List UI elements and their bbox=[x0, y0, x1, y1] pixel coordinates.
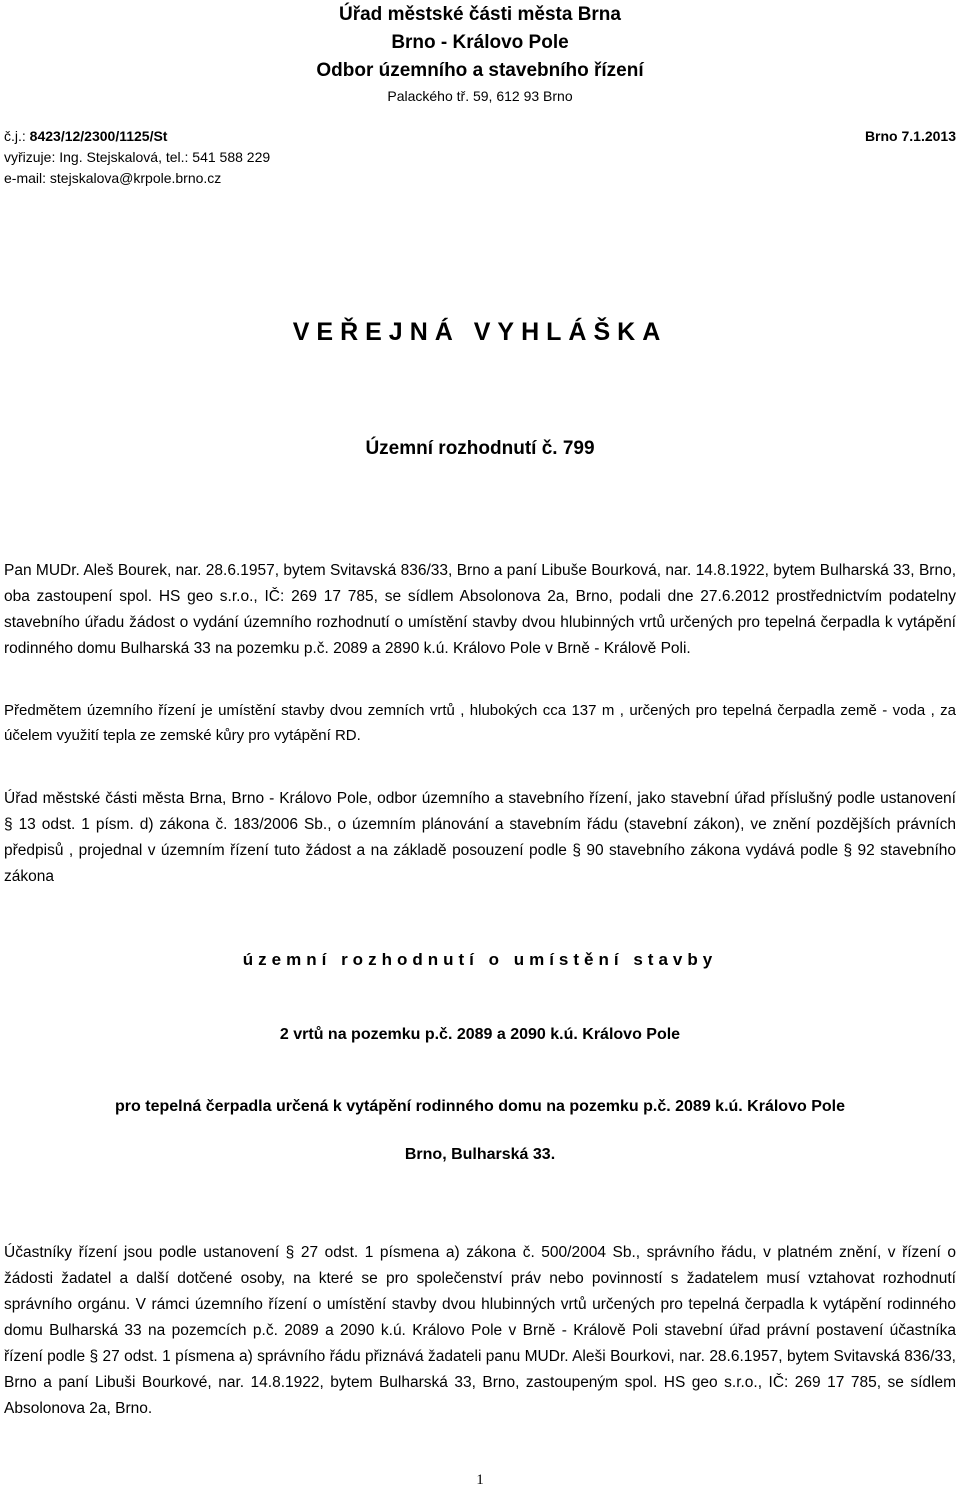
office-name: Úřad městské části města Brna bbox=[339, 4, 621, 25]
paragraph-application: Pan MUDr. Aleš Bourek, nar. 28.6.1957, bytem Svitavská 836/33, Brno a paní Libuše Bourková, nar. 14.8.1922, bytem Bulharská 33, Brno, oba zastoupení spol. HS geo s.r.o., IČ: 269 17 785, se sídlem Absolonova 2a, Brno, podali dne 27.6.2012 prostřednictvím podatelny stavebního úřadu žádost o vydání územního rozhodnutí o umístění stavby dvou hlubinných vrtů určených pro tepelná čerpadla k vytápění rodinného domu Bulharská 33 na pozemku p.č. 2089 a 2890 k.ú. Královo Pole v Brně - Králově Poli. bbox=[4, 562, 956, 657]
decision-heading: územní rozhodnutí o umístění stavby bbox=[242, 950, 718, 969]
document-title: VEŘEJNÁ VYHLÁŠKA bbox=[292, 318, 668, 346]
paragraph-participants: Účastníky řízení jsou podle ustanovení § 27 odst. 1 písmena a) zákona č. 500/2004 Sb., správního řádu, v platném znění, v řízení o žádosti žadatel a další dotčené osoby, na které se pro společenství práv nebo povinností s žadatelem musí vztahovat rozhodnutí správního orgánu. V rámci územního řízení o umístění stavby dvou hlubinných vrtů určených pro tepelná čerpadla k vytápění rodinného domu Bulharská 33 na pozemcích p.č. 2089 a 2090 k.ú. Královo Pole v Brně - Králově Poli stavební úřad právní postavení účastníka řízení podle § 27 odst. 1 písmena a) správního řádu přiznává žadateli panu MUDr. Aleši Bourkovi, nar. 28.6.1957, bytem Svitavská 836/33, Brno a paní Libuši Bourkové, nar. 14.8.1922, bytem Bulharská 33, Brno, zastoupeným spol. HS geo s.r.o., IČ: 269 17 785, se sídlem Absolonova 2a, Brno. bbox=[4, 1244, 956, 1417]
decision-line-3: Brno, Bulharská 33. bbox=[404, 1146, 556, 1163]
paragraph-subject: Předmětem územního řízení je umístění stavby dvou zemních vrtů , hlubokých cca 137 m , určených pro tepelná čerpadla země - voda , za účelem využití tepla ze zemské kůry pro vytápění RD. bbox=[4, 702, 956, 744]
paragraph-authority: Úřad městské části města Brna, Brno - Královo Pole, odbor územního a stavebního řízení, jako stavební úřad příslušný podle ustanovení § 13 odst. 1 písm. d) zákona č. 183/2006 Sb., o územním plánování a stavebním řádu (stavební zákon), ve znění pozdějších právních předpisů , projednal v územním řízení tuto žádost a na základě posouzení podle § 90 stavebního zákona vydává podle § 92 stavebního zákona bbox=[4, 790, 956, 885]
reference-number bbox=[4, 128, 167, 144]
place-date: Brno 7.1.2013 bbox=[864, 128, 956, 144]
document-subtitle: Územní rozhodnutí č. 799 bbox=[365, 438, 595, 459]
office-district: Brno - Královo Pole bbox=[391, 32, 569, 53]
handler-label: vyřizuje: bbox=[4, 149, 60, 165]
office-address: Palackého tř. 59, 612 93 Brno bbox=[387, 88, 573, 104]
handler-value: Ing. Stejskalová, tel.: 541 588 229 bbox=[59, 149, 271, 165]
email-value: stejskalova@krpole.brno.cz bbox=[49, 170, 222, 186]
reference-label: č.j.: bbox=[4, 128, 30, 144]
handler-line bbox=[4, 149, 270, 165]
decision-line-2: pro tepelná čerpadla určená k vytápění rodinného domu na pozemku p.č. 2089 k.ú. Královo Pole bbox=[115, 1098, 845, 1115]
decision-line-1: 2 vrtů na pozemku p.č. 2089 a 2090 k.ú. Královo Pole bbox=[279, 1026, 681, 1043]
page-number: 1 bbox=[476, 1472, 484, 1488]
email-label: e-mail: bbox=[4, 170, 50, 186]
reference-value: 8423/12/2300/1125/St bbox=[29, 128, 168, 144]
office-department: Odbor územního a stavebního řízení bbox=[316, 60, 644, 81]
email-line bbox=[4, 170, 221, 186]
